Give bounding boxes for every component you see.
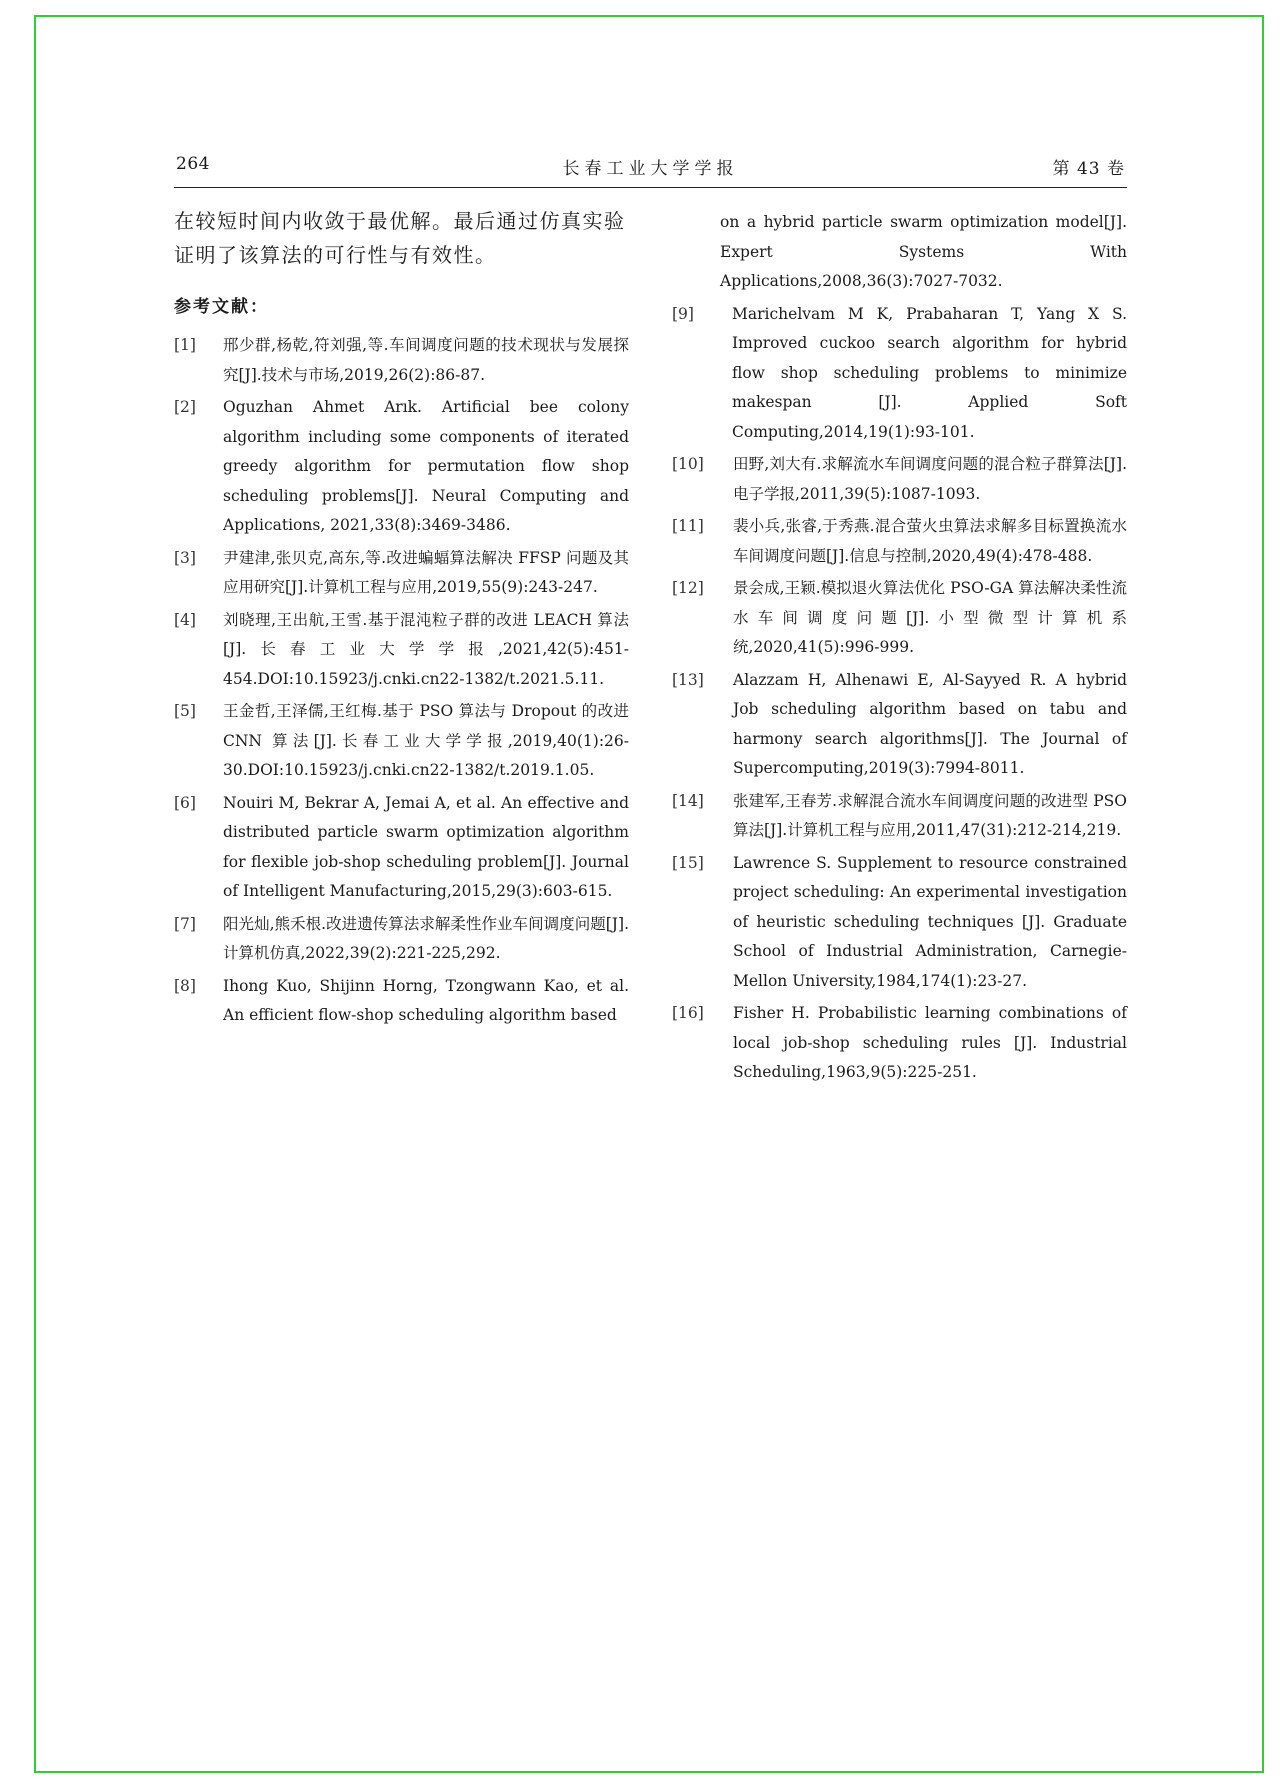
reference-item: [672, 450, 1127, 509]
references-list-left: [174, 331, 629, 1031]
reference-text: 张建军,王春芳.求解混合流水车间调度问题的改进型 PSO 算法[J].计算机工程与应用,2011,47(31):212-214,219.: [733, 791, 1127, 839]
reference-number: [15]: [672, 853, 704, 872]
reference-number: [16]: [672, 1004, 704, 1022]
running-header: [174, 151, 1127, 188]
reference-item: [672, 512, 1127, 571]
reference-text: 邢少群,杨乾,符刘强,等.车间调度问题的技术现状与发展探究[J].技术与市场,2019,26(2):86-87.: [223, 336, 629, 384]
reference-text: 田野,刘大有.求解流水车间调度问题的混合粒子群算法[J].电子学报,2011,39(5):1087-1093.: [733, 455, 1127, 503]
page-number: 264: [176, 154, 210, 174]
reference-number: [12]: [672, 579, 704, 597]
reference-item: [672, 300, 1127, 448]
reference-text: 尹建津,张贝克,高东,等.改进蝙蝠算法解决 FFSP 问题及其应用研究[J].计算机工程与应用,2019,55(9):243-247.: [223, 548, 629, 596]
reference-number: [11]: [672, 517, 704, 535]
reference-item: [174, 544, 629, 603]
reference-number: [14]: [672, 791, 704, 810]
reference-text: Ihong Kuo, Shijinn Horng, Tzongwann Kao, et al. An efficient flow-shop scheduling algorithm based: [223, 976, 629, 1024]
reference-number: [2]: [174, 398, 196, 416]
right-column: [672, 208, 1127, 1091]
reference-number: [13]: [672, 670, 704, 689]
reference-number: [8]: [174, 976, 196, 995]
reference-item: [174, 331, 629, 390]
reference-item: [672, 787, 1127, 846]
reference-text: Marichelvam M K, Prabaharan T, Yang X S. Improved cuckoo search algorithm for hybrid flow shop scheduling problems to minimize makespan [J]. Applied Soft Computing,2014,19(1):93-101.: [732, 304, 1127, 441]
reference-number: [3]: [174, 548, 196, 567]
left-column: [174, 204, 629, 1034]
reference-item: [174, 972, 629, 1031]
reference-item: [174, 393, 629, 541]
reference-text: Alazzam H, Alhenawi E, Al-Sayyed R. A hybrid Job scheduling algorithm based on tabu and harmony search algorithms[J]. The Journal of Supercomputing,2019(3):7994-8011.: [733, 670, 1127, 777]
reference-item: [174, 606, 629, 695]
reference-item: [672, 999, 1127, 1088]
reference-text: 刘晓理,王出航,王雪.基于混沌粒子群的改进 LEACH 算法[J].长春工业大学学报,2021,42(5):451-454.DOI:10.15923/j.cnki.cn22-1382/t.2021.5.11.: [223, 610, 629, 688]
reference-item: [672, 849, 1127, 997]
reference-item: [174, 789, 629, 907]
reference-number: [6]: [174, 793, 196, 812]
reference-number: [4]: [174, 610, 196, 629]
reference-number: [9]: [672, 304, 694, 323]
reference-text: Fisher H. Probabilistic learning combinations of local job-shop scheduling rules [J]. Industrial Scheduling,1963,9(5):225-251.: [733, 1004, 1127, 1081]
reference-number: [10]: [672, 455, 704, 473]
reference-item: [672, 574, 1127, 663]
reference-text: 阳光灿,熊禾根.改进遗传算法求解柔性作业车间调度问题[J].计算机仿真,2022,39(2):221-225,292.: [223, 914, 629, 962]
reference-8-continuation: on a hybrid particle swarm optimization model[J]. Expert Systems With Applications,2008,36(3):7027-7032.: [720, 213, 1127, 290]
references-heading: 参考文献：: [174, 297, 269, 317]
reference-item: [174, 910, 629, 969]
journal-name: 长春工业大学学报: [562, 159, 739, 179]
conclusion-paragraph: 在较短时间内收敛于最优解。最后通过仿真实验证明了该算法的可行性与有效性。: [174, 209, 626, 267]
reference-item: [174, 697, 629, 786]
reference-text: 裴小兵,张睿,于秀燕.混合萤火虫算法求解多目标置换流水车间调度问题[J].信息与控制,2020,49(4):478-488.: [733, 517, 1127, 565]
reference-text: Oguzhan Ahmet Arık. Artificial bee colony algorithm including some components of iterated greedy algorithm for permutation flow shop scheduling problems[J]. Neural Computing and Applications, 2021,33(8):3469-3486.: [223, 398, 629, 534]
reference-item: [672, 666, 1127, 784]
reference-number: [7]: [174, 914, 196, 933]
reference-text: 王金哲,王泽儒,王红梅.基于 PSO 算法与 Dropout 的改进 CNN 算法[J].长春工业大学学报,2019,40(1):26-30.DOI:10.15923/j.cnki.cn22-1382/t.2019.1.05.: [223, 702, 629, 779]
reference-text: 景会成,王颖.模拟退火算法优化 PSO-GA 算法解决柔性流水车间调度问题[J].小型微型计算机系统,2020,41(5):996-999.: [733, 579, 1127, 656]
references-list-right: [672, 300, 1127, 1088]
reference-number: [5]: [174, 702, 196, 720]
reference-text: Lawrence S. Supplement to resource constrained project scheduling: An experimental investigation of heuristic scheduling techniques [J]. Graduate School of Industrial Administration, Carnegie-Mellon University,1984,174(1):23-27.: [733, 853, 1127, 990]
reference-text: Nouiri M, Bekrar A, Jemai A, et al. An effective and distributed particle swarm optimization algorithm for flexible job-shop scheduling problem[J]. Journal of Intelligent Manufacturing,2015,29(3):603-615.: [223, 793, 629, 900]
volume-label: 第 43 卷: [1052, 159, 1125, 179]
reference-number: [1]: [174, 336, 196, 354]
